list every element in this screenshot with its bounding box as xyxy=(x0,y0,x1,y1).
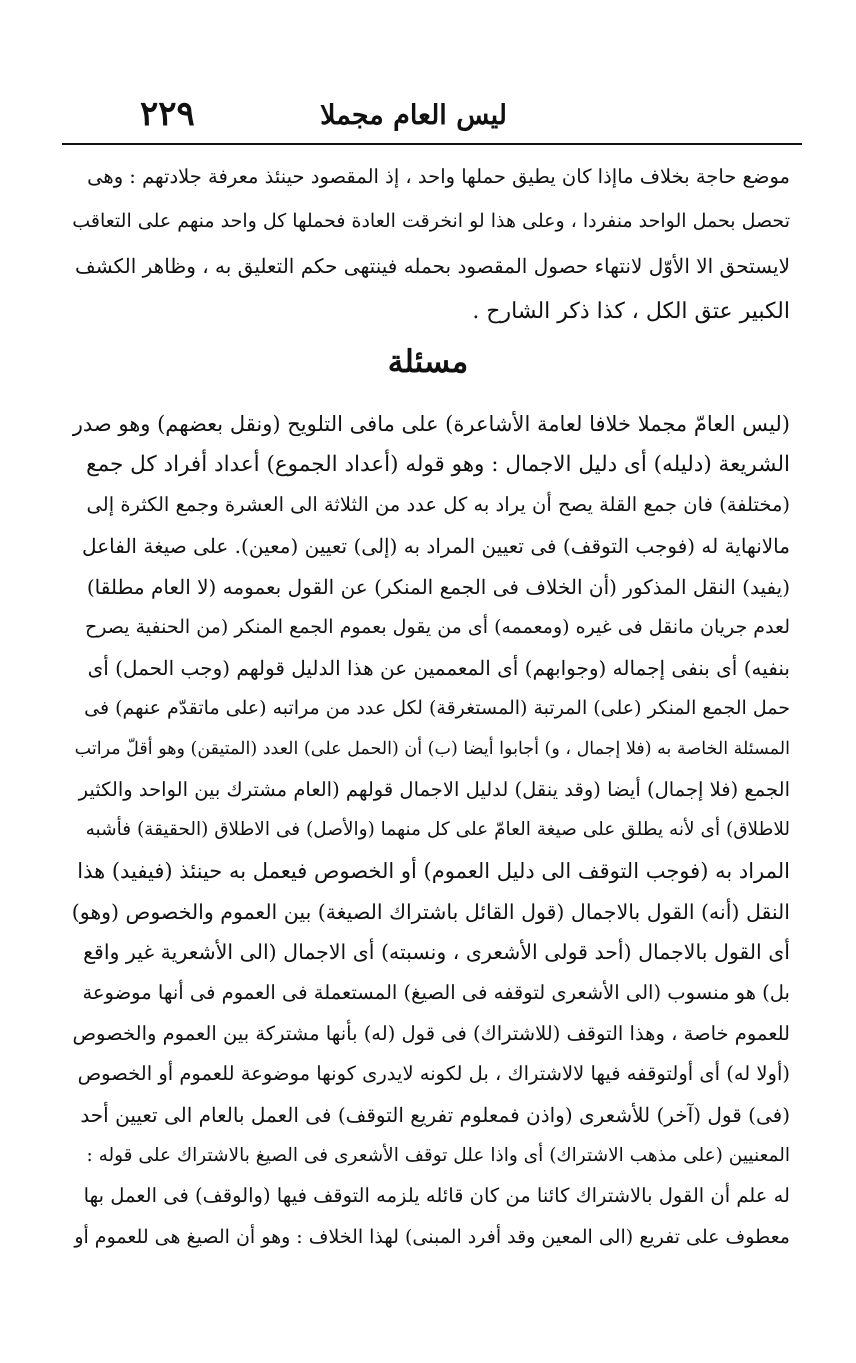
text-line: (فى) قول (آخر) للأشعرى (واذن فمعلوم تفريع التوقف) فى العمل بالعام الى تعيين أحد xyxy=(80,1102,790,1127)
page-header xyxy=(62,96,802,140)
text-line: بل) هو منسوب (الى الأشعرى لتوقفه فى الصيغ) المستعملة فى العموم فى أنها موضوعة xyxy=(82,980,790,1004)
text-line: (ليس العامّ مجملا خلافا لعامة الأشاعرة) على مافى التلويح (ونقل بعضهم) وهو صدر xyxy=(72,412,790,436)
header-rule xyxy=(62,143,802,145)
intro-paragraph xyxy=(72,154,790,334)
text-line: المراد به (فوجب التوقف الى دليل العموم) أو الخصوص فيعمل به حينئذ (فيفيد) هذا xyxy=(77,859,790,884)
text-line: المسئلة الخاصة به (فلا إجمال ، و) أجابوا أيضا (ب) أن (الحمل على) العدد (المتيقن) وهو أقلّ مراتب xyxy=(74,739,790,760)
section-heading: مسئلة xyxy=(387,344,469,380)
text-line: تحصل بحمل الواحد منفردا ، وعلى هذا لو انخرقت العادة فحملها كل واحد منهم على التعاقب xyxy=(72,210,790,232)
text-line: الشريعة (دليله) أى دليل الاجمال : وهو قوله (أعداد الجموع) أعداد أفراد كل جمع xyxy=(86,451,790,477)
text-line: موضع حاجة بخلاف ماإذا كان يطيق حملها واحد ، إذ المقصود حينئذ معرفة جلادتهم : وهى xyxy=(87,165,790,188)
text-line: (أولا له) أى أولتوقفه فيها لالاشتراك ، بل لكونه لايدرى كونها موضوعة للعموم أو الخصوص xyxy=(77,1062,790,1086)
text-line: (يفيد) النقل المذكور (أن الخلاف فى الجمع المنكر) عن القول بعمومه (لا العام مطلقا) xyxy=(86,574,790,599)
text-line: (مختلفة) فان جمع القلة يصح أن يراد به كل عدد من الثلاثة الى العشرة وجمع الكثرة إلى xyxy=(86,493,790,517)
text-line: للعموم خاصة ، وهذا التوقف (للاشتراك) فى قول (له) بأنها مشتركة بين العموم والخصوص xyxy=(72,1021,790,1045)
text-line: الكبير عتق الكل ، كذا ذكر الشارح . xyxy=(472,299,790,324)
text-line: حمل الجمع المنكر (على) المرتبة (المستغرقة) لكل عدد من مراتبه (على ماتقدّم عنهم) فى xyxy=(84,697,790,720)
text-line: لعدم جريان مانقل فى غيره (ومعممه) أى من يقول بعموم الجمع المنكر (من الحنفية يصرح xyxy=(85,616,790,639)
text-line: أى القول بالاجمال (أحد قولى الأشعرى ، ونسبته) أى الاجمال (الى الأشعرية غير واقع xyxy=(83,940,790,965)
text-line: الجمع (فلا إجمال) أيضا (وقد ينقل) لدليل الاجمال قولهم (العام مشترك بين الواحد والكثير xyxy=(78,777,790,801)
text-line: بنفيه) أى بنفى إجماله (وجوابهم) أى المعممين عن هذا الدليل قولهم (وجب الحمل) أى xyxy=(87,655,790,680)
running-title: ليس العام مجملا xyxy=(320,100,507,131)
body-paragraph xyxy=(72,404,790,1257)
text-line: للاطلاق) أى لأنه يطلق على صيغة العامّ على كل منهما (والأصل) فى الاطلاق (الحقيقة) فأشبه xyxy=(85,819,790,841)
text-line: مالانهاية له (فوجب التوقف) فى تعيين المراد به (إلى) تعيين (معين). على صيغة الفاعل xyxy=(82,533,790,558)
page-number: ٢٢٩ xyxy=(140,94,195,134)
text-line: النقل (أنه) القول بالاجمال (قول القائل باشتراك الصيغة) بين العموم والخصوص (وهو) xyxy=(72,899,790,924)
text-line: لايستحق الا الأوّل لانتهاء حصول المقصود بحمله فينتهى حكم التعليق به ، وظاهر الكشف xyxy=(75,254,790,278)
text-line: المعنيين (على مذهب الاشتراك) أى واذا علل توقف الأشعرى فى الصيغ بالاشتراك على قوله : xyxy=(86,1144,790,1166)
text-line: معطوف على تفريع (الى المعين وقد أفرد المبنى) لهذا الخلاف : وهو أن الصيغ هى للعموم أو xyxy=(74,1225,790,1248)
text-line: له علم أن القول بالاشتراك كائنا من كان قائله يلزمه التوقف فيها (والوقف) فى العمل بها xyxy=(83,1184,790,1208)
